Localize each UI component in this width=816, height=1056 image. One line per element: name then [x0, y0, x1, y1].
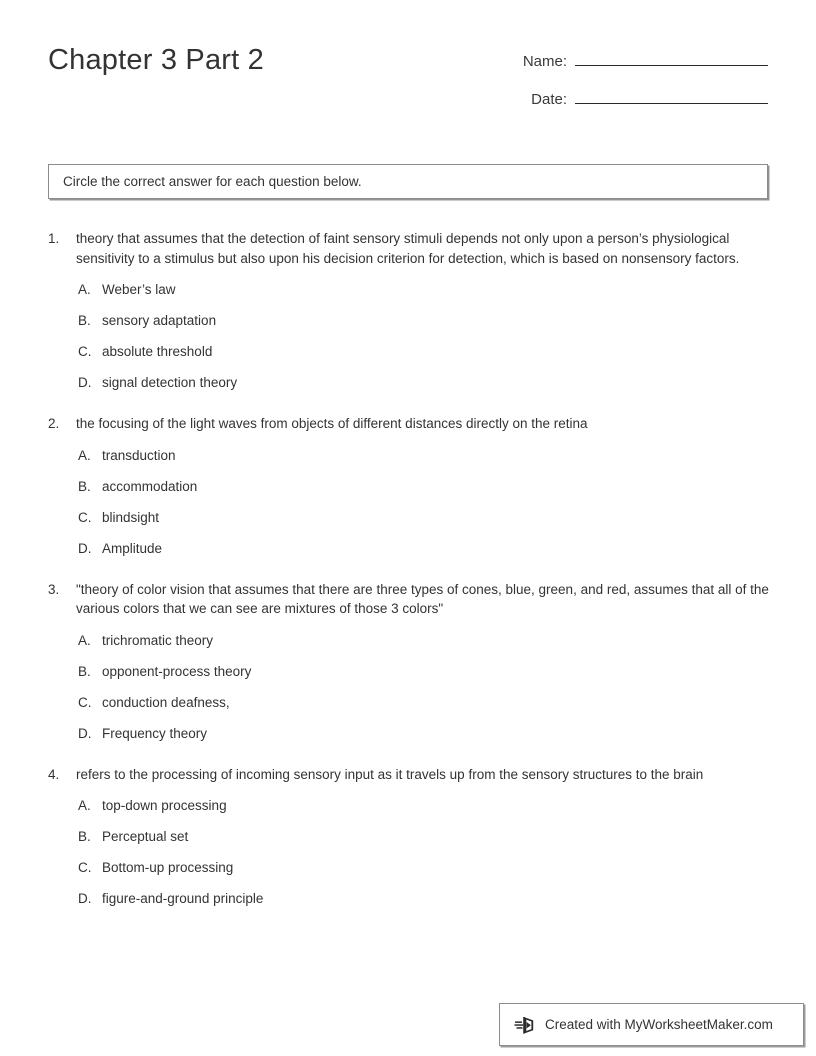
option-text: Weber’s law [102, 282, 176, 297]
option-letter: A. [78, 447, 91, 463]
option-list [48, 281, 772, 392]
question-stem [48, 229, 772, 268]
option-item[interactable] [78, 890, 772, 908]
option-text: figure-and-ground principle [102, 891, 264, 906]
instruction-text: Circle the correct answer for each question below. [63, 174, 362, 189]
question-item [48, 765, 772, 909]
flying-pencil-icon [514, 1013, 538, 1037]
question-item [48, 580, 772, 743]
option-item[interactable] [78, 828, 772, 846]
question-text: refers to the processing of incoming sensory input as it travels up from the sensory structures to the brain [76, 766, 704, 782]
option-letter: A. [78, 282, 91, 297]
option-item[interactable] [78, 663, 772, 681]
option-letter: B. [78, 663, 91, 679]
date-field-label: Date: [531, 91, 567, 108]
option-list [48, 797, 772, 908]
question-item [48, 229, 772, 392]
instruction-box [48, 164, 768, 199]
option-item[interactable] [78, 374, 772, 392]
option-item[interactable] [78, 725, 772, 743]
option-letter: B. [78, 313, 91, 328]
question-number: 2. [48, 416, 60, 431]
name-field-label: Name: [522, 53, 567, 70]
option-text: signal detection theory [102, 375, 238, 390]
worksheet-header [48, 44, 768, 124]
question-number: 3. [48, 581, 60, 597]
option-text: opponent-process theory [102, 663, 252, 679]
option-item[interactable] [78, 694, 772, 712]
option-text: Frequency theory [102, 725, 208, 741]
footer-attribution-text: Created with MyWorksheetMaker.com [545, 1017, 773, 1032]
option-text: accommodation [102, 478, 198, 494]
page-title: Chapter 3 Part 2 [48, 44, 264, 76]
option-text: top-down processing [102, 798, 227, 813]
option-list [48, 447, 772, 558]
option-text: sensory adaptation [102, 313, 217, 328]
option-item[interactable] [78, 478, 772, 496]
name-field-line[interactable] [575, 50, 768, 66]
option-text: transduction [102, 447, 176, 463]
date-field-line[interactable] [575, 88, 768, 104]
option-letter: B. [78, 829, 91, 844]
question-item [48, 414, 772, 558]
option-letter: D. [78, 375, 92, 390]
option-text: conduction deafness, [102, 694, 230, 710]
question-stem [48, 414, 772, 434]
option-item[interactable] [78, 343, 772, 361]
option-text: blindsight [102, 509, 160, 525]
question-text: theory that assumes that the detection of faint sensory stimuli depends not only upon a person’s physiological sensitivity to a stimulus but also upon his decision criterion for detection, which is based on nonsensory factors. [76, 231, 740, 266]
option-letter: C. [78, 344, 92, 359]
question-stem [48, 580, 772, 619]
option-item[interactable] [78, 540, 772, 558]
option-item[interactable] [78, 447, 772, 465]
option-text: absolute threshold [102, 344, 213, 359]
option-letter: D. [78, 891, 92, 906]
option-letter: A. [78, 632, 91, 648]
option-item[interactable] [78, 312, 772, 330]
question-text: "theory of color vision that assumes that there are three types of cones, blue, green, and red, assumes that all of the various colors that we can see are mixtures of those 3 colors" [76, 581, 769, 616]
option-letter: C. [78, 694, 92, 710]
footer-attribution-badge[interactable] [499, 1003, 804, 1046]
option-letter: C. [78, 860, 92, 875]
option-text: Perceptual set [102, 829, 189, 844]
option-item[interactable] [78, 632, 772, 650]
option-letter: B. [78, 478, 91, 494]
question-number: 1. [48, 231, 60, 246]
question-list [48, 229, 772, 930]
option-letter: A. [78, 798, 91, 813]
option-item[interactable] [78, 281, 772, 299]
option-letter: D. [78, 540, 92, 556]
option-text: Bottom-up processing [102, 860, 234, 875]
option-list [48, 632, 772, 743]
student-info-fields [496, 50, 768, 126]
option-letter: D. [78, 725, 92, 741]
option-letter: C. [78, 509, 92, 525]
option-text: Amplitude [102, 540, 163, 556]
option-item[interactable] [78, 509, 772, 527]
name-field-row [496, 50, 768, 88]
option-item[interactable] [78, 797, 772, 815]
question-text: the focusing of the light waves from objects of different distances directly on the retina [76, 416, 588, 431]
question-stem [48, 765, 772, 785]
option-text: trichromatic theory [102, 632, 214, 648]
question-number: 4. [48, 766, 60, 782]
date-field-row [496, 88, 768, 126]
option-item[interactable] [78, 859, 772, 877]
